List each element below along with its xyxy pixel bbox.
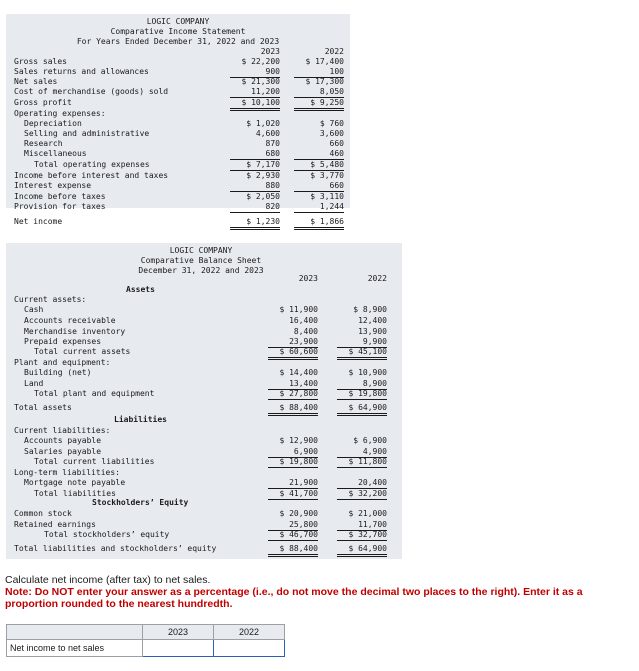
balance-row-label-salaries-payable: Salaries payable — [24, 447, 102, 456]
balance-row-label-long-term-liabilities: Long-term liabilities: — [14, 468, 120, 477]
income-row-value-2023: $ 7,170 — [230, 160, 280, 171]
balance-row-value-2022: 8,900 — [337, 379, 387, 390]
balance-sheet-period: December 31, 2022 and 2023 — [138, 266, 264, 275]
income-row-label-gross-profit: Gross profit — [14, 98, 72, 107]
balance-row-value-2022: 13,900 — [358, 327, 387, 336]
answer-col-2023: 2023 — [143, 625, 214, 640]
balance-row-value-2023: 13,400 — [268, 379, 318, 390]
equity-heading: Stockholders’ Equity — [92, 498, 189, 507]
income-row-value-2022: $ 17,300 — [305, 77, 344, 86]
income-row-value-2022: 8,050 — [294, 87, 344, 98]
balance-row-value-2023: $ 11,900 — [279, 305, 318, 314]
income-row-label-income-before-interest-and-taxes: Income before interest and taxes — [14, 171, 169, 180]
balance-row-value-2022: $ 64,900 — [337, 544, 387, 557]
balance-row-label-total-current-assets: Total current assets — [34, 347, 131, 356]
income-year-2022: 2022 — [324, 47, 344, 56]
income-row-value-2022: $ 17,400 — [305, 57, 344, 66]
answer-2023-input[interactable] — [145, 641, 211, 655]
balance-row-label-total-liabilities: Total liabilities — [34, 489, 116, 498]
income-row-value-2023: $ 1,230 — [230, 217, 280, 230]
income-row-value-2023: $ 2,930 — [246, 171, 280, 180]
balance-sheet — [6, 243, 402, 559]
income-row-value-2023: $ 21,300 — [241, 77, 280, 86]
balance-row-value-2022: $ 45,100 — [337, 347, 387, 360]
income-row-label-income-before-taxes: Income before taxes — [14, 192, 106, 201]
balance-row-label-total-assets: Total assets — [14, 403, 72, 412]
income-row-value-2022: $ 760 — [319, 119, 344, 128]
balance-row-value-2022: $ 32,200 — [337, 489, 387, 500]
income-row-value-2023: $ 10,100 — [230, 98, 280, 111]
balance-row-value-2023: $ 27,800 — [268, 389, 318, 400]
balance-row-value-2023: 16,400 — [289, 316, 318, 325]
balance-row-value-2022: $ 6,900 — [353, 436, 387, 445]
income-row-label-selling-and-administrative: Selling and administrative — [24, 129, 150, 138]
balance-row-value-2023: 6,900 — [268, 447, 318, 458]
balance-row-value-2023: $ 19,800 — [268, 457, 318, 468]
balance-row-label-mortgage-note-payable: Mortgage note payable — [24, 478, 126, 487]
answer-table — [6, 624, 285, 657]
answer-2023-cell[interactable] — [143, 640, 214, 657]
income-row-value-2022: 1,244 — [294, 202, 344, 213]
balance-row-value-2022: 11,700 — [337, 520, 387, 531]
balance-row-label-total-plant-and-equipment: Total plant and equipment — [34, 389, 155, 398]
balance-row-value-2023: 21,900 — [268, 478, 318, 489]
balance-row-value-2022: $ 8,900 — [353, 305, 387, 314]
income-row-value-2023: $ 22,200 — [241, 57, 280, 66]
balance-row-label-total-liabilities-and-stockholders-equity: Total liabilities and stockholders’ equity — [14, 544, 217, 553]
balance-row-value-2022: $ 19,800 — [337, 389, 387, 400]
income-row-value-2022: $ 3,770 — [310, 171, 344, 180]
balance-company-name: LOGIC COMPANY — [169, 246, 233, 255]
income-row-label-sales-returns-and-allowances: Sales returns and allowances — [14, 67, 149, 76]
balance-row-label-prepaid-expenses: Prepaid expenses — [24, 337, 102, 346]
balance-row-label-accounts-receivable: Accounts receivable — [24, 316, 116, 325]
liabilities-heading: Liabilities — [114, 415, 167, 424]
income-row-value-2023: 900 — [230, 67, 280, 78]
income-statement-title: Comparative Income Statement — [110, 27, 246, 36]
balance-row-label-current-assets: Current assets: — [14, 295, 87, 304]
balance-row-value-2022: $ 64,900 — [337, 403, 387, 416]
income-row-value-2022: 100 — [294, 67, 344, 78]
income-row-value-2023: $ 1,020 — [246, 119, 280, 128]
income-row-value-2022: $ 5,480 — [294, 160, 344, 171]
income-row-value-2023: 880 — [230, 181, 280, 192]
balance-row-value-2022: 20,400 — [337, 478, 387, 489]
balance-year-2023: 2023 — [298, 274, 318, 283]
income-row-label-miscellaneous: Miscellaneous — [24, 149, 87, 158]
balance-row-value-2022: $ 32,700 — [337, 530, 387, 541]
balance-row-value-2022: $ 11,800 — [337, 457, 387, 468]
note-text: Note: Do NOT enter your answer as a percentage (i.e., do not move the decimal two places to the right). Enter it as a proportion rounded to the nearest hundredth. — [5, 586, 583, 610]
balance-row-value-2023: $ 20,900 — [279, 509, 318, 518]
balance-row-value-2022: 4,900 — [337, 447, 387, 458]
balance-row-value-2023: $ 14,400 — [279, 368, 318, 377]
income-row-value-2022: 660 — [294, 181, 344, 192]
income-row-value-2023: 870 — [265, 139, 280, 148]
income-row-label-interest-expense: Interest expense — [14, 181, 92, 190]
income-statement-period: For Years Ended December 31, 2022 and 2023 — [76, 37, 280, 46]
income-row-label-research: Research — [24, 139, 63, 148]
income-statement — [6, 14, 350, 232]
income-row-label-net-sales: Net sales — [14, 77, 58, 86]
income-year-2023: 2023 — [260, 47, 280, 56]
income-row-label-total-operating-expenses: Total operating expenses — [34, 160, 150, 169]
balance-row-value-2023: 25,800 — [268, 520, 318, 531]
question-text: Calculate net income (after tax) to net sales. — [5, 574, 211, 586]
income-row-value-2022: 660 — [329, 139, 344, 148]
balance-row-value-2023: 23,900 — [268, 337, 318, 348]
answer-2022-cell[interactable] — [214, 640, 285, 657]
income-row-label-gross-sales: Gross sales — [14, 57, 67, 66]
answer-2022-input[interactable] — [216, 641, 282, 655]
income-row-value-2022: 460 — [294, 149, 344, 160]
balance-row-value-2023: 8,400 — [293, 327, 318, 336]
income-row-label-depreciation: Depreciation — [24, 119, 82, 128]
assets-heading: Assets — [126, 285, 155, 294]
balance-row-label-accounts-payable: Accounts payable — [24, 436, 102, 445]
balance-row-label-total-stockholders-equity: Total stockholders’ equity — [44, 530, 170, 539]
balance-row-value-2022: 9,900 — [337, 337, 387, 348]
balance-row-label-common-stock: Common stock — [14, 509, 72, 518]
balance-row-label-retained-earnings: Retained earnings — [14, 520, 96, 529]
balance-row-value-2022: 12,400 — [358, 316, 387, 325]
income-row-value-2023: 11,200 — [230, 87, 280, 98]
income-row-label-provision-for-taxes: Provision for taxes — [14, 202, 106, 211]
balance-row-value-2023: $ 41,700 — [268, 489, 318, 500]
instructions — [5, 574, 635, 610]
balance-row-value-2023: $ 88,400 — [268, 403, 318, 416]
income-row-value-2023: 820 — [230, 202, 280, 213]
income-row-label-cost-of-merchandise-goods-sold: Cost of merchandise (goods) sold — [14, 87, 169, 96]
income-row-value-2022: $ 3,110 — [310, 192, 344, 201]
balance-row-label-land: Land — [24, 379, 44, 388]
balance-row-label-building-net: Building (net) — [24, 368, 92, 377]
income-row-value-2022: $ 9,250 — [294, 98, 344, 111]
balance-row-label-current-liabilities: Current liabilities: — [14, 426, 111, 435]
balance-row-label-merchandise-inventory: Merchandise inventory — [24, 327, 126, 336]
income-row-value-2022: 3,600 — [319, 129, 344, 138]
balance-row-label-cash: Cash — [24, 305, 44, 314]
answer-table-corner — [7, 625, 143, 640]
income-company-name: LOGIC COMPANY — [146, 17, 210, 26]
answer-row-label: Net income to net sales — [7, 640, 143, 657]
income-row-label-net-income: Net income — [14, 217, 63, 226]
income-row-value-2023: 680 — [230, 149, 280, 160]
income-row-value-2022: $ 1,866 — [294, 217, 344, 230]
balance-sheet-title: Comparative Balance Sheet — [140, 256, 262, 265]
balance-row-value-2023: $ 12,900 — [279, 436, 318, 445]
balance-row-value-2023: $ 60,600 — [268, 347, 318, 360]
balance-row-value-2023: $ 88,400 — [268, 544, 318, 557]
balance-row-label-plant-and-equipment: Plant and equipment: — [14, 358, 111, 367]
answer-col-2022: 2022 — [214, 625, 285, 640]
balance-year-2022: 2022 — [367, 274, 387, 283]
income-row-value-2023: $ 2,050 — [246, 192, 280, 201]
income-row-label-operating-expenses: Operating expenses: — [14, 109, 106, 118]
balance-row-value-2023: $ 46,700 — [268, 530, 318, 541]
balance-row-value-2022: $ 21,000 — [348, 509, 387, 518]
balance-row-label-total-current-liabilities: Total current liabilities — [34, 457, 155, 466]
income-row-value-2023: 4,600 — [255, 129, 280, 138]
balance-row-value-2022: $ 10,900 — [348, 368, 387, 377]
